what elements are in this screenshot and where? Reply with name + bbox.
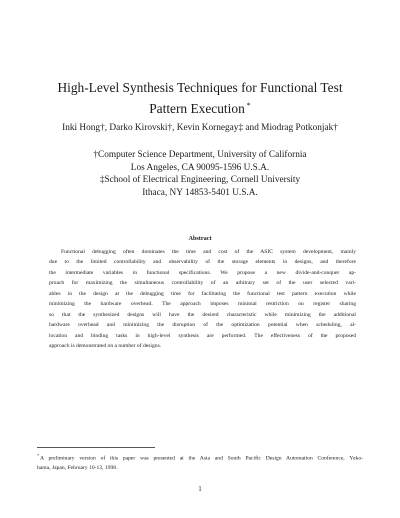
abstract-line: so that the synthesized designs will have the desired characteristic while minimizing the additional <box>49 311 356 318</box>
paper-title <box>40 79 360 118</box>
abstract-line: approach is demonstrated on a number of designs. <box>49 343 162 350</box>
footnote <box>37 451 363 473</box>
affiliation-line: Ithaca, NY 14853-5401 U.S.A. <box>142 187 258 198</box>
footnote-line-1 <box>37 451 363 464</box>
abstract-line: proach for maximizing the simultaneous controllability of an arbitrary set of the user selected vari- <box>49 280 356 287</box>
affiliation-line: ‡School of Electrical Engineering, Cornell University <box>99 175 301 186</box>
page-number: 1 <box>198 485 202 493</box>
abstract-line: ables in the design at the debugging time for facilitating the functional test pattern execution while <box>49 290 356 297</box>
footnote-divider <box>37 447 155 448</box>
abstract-body <box>49 247 356 352</box>
abstract-line: location and binding tasks in high-level synthesis are performed. The effectiveness of the proposed <box>49 332 356 339</box>
abstract-line: Functional debugging often dominates the time and cost of the ASIC system development, mainly <box>61 249 356 255</box>
abstract-line: hardware overhead and minimizing the disruption of the optimization potential when scheduling, al- <box>49 322 356 329</box>
footnote-marker: * <box>37 453 39 458</box>
author-list: Inki Hong†, Darko Kirovski†, Kevin Kornegay‡ and Miodrag Potkonjak† <box>62 123 338 133</box>
affiliation-line: Los Angeles, CA 90095-1596 U.S.A. <box>130 162 270 173</box>
paper-title-line-2 <box>40 97 360 118</box>
paper-title-line-1: High-Level Synthesis Techniques for Functional Test <box>57 80 343 95</box>
paper-title-line-2-text: Pattern Execution <box>149 101 245 116</box>
abstract-line: the intermediate variables in functional specifications. We propose a new divide-and-conquer ap- <box>49 269 356 276</box>
title-footnote-marker: * <box>246 101 251 110</box>
abstract-line: due to the limited controllability and observability of the storage elements in designs, and therefore <box>49 259 356 266</box>
abstract-heading: Abstract <box>188 235 212 242</box>
abstract-line: minimizing the hardware overhead. The approach imposes minimal restriction on register sharing <box>49 301 356 308</box>
footnote-text-1: A preliminary version of this paper was presented at the Asia and South Pacific Design Automation Conference, Yoko- <box>40 455 363 462</box>
footnote-line-2: hama, Japan, February 10-13, 1998. <box>37 464 118 471</box>
affiliation-line: †Computer Science Department, University of California <box>93 150 307 160</box>
affiliations <box>30 149 370 199</box>
